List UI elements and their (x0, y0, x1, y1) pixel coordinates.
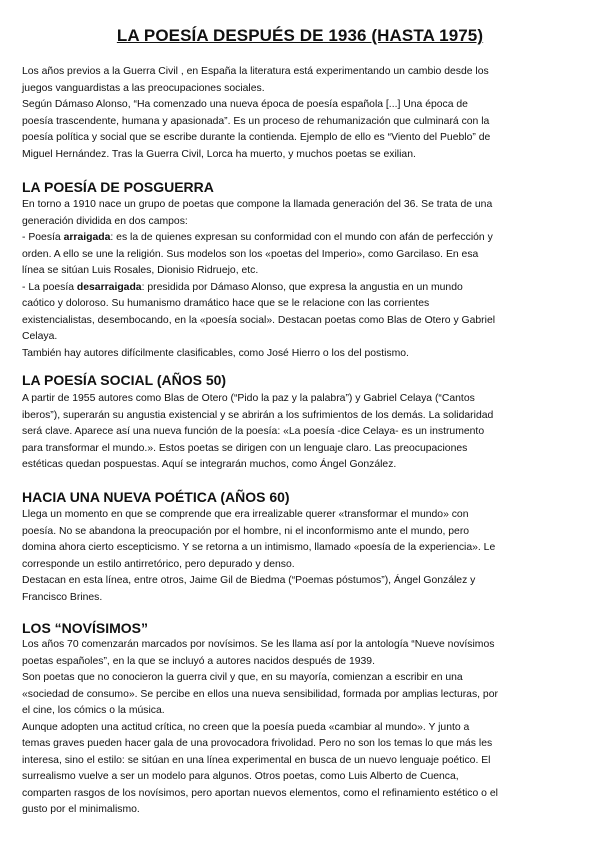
text-run: - Poesía (22, 232, 64, 243)
text-line: temas graves pueden hacer gala de una provocadora frivolidad. Pero no son los temas lo que más les (22, 738, 493, 749)
document-title: LA POESÍA DESPUÉS DE 1936 (HASTA 1975) (116, 26, 484, 45)
text-line: surrealismo vuelve a ser un modelo para algunos. Otros poetas, como Luis Alberto de Cuenca, (22, 771, 459, 782)
bold-term: desarraigada (76, 281, 142, 293)
text-line: Destacan en esta línea, entre otros, Jaime Gil de Biedma (“Poemas póstumos”), Ángel González y (22, 575, 476, 586)
paragraph-novisimos (22, 637, 582, 819)
text-line: gusto por el minimalismo. (22, 804, 140, 815)
text-line: «sociedad de consumo». Se percibe en ellos una nueva sensibilidad, formada por amplias lecturas, por (22, 688, 498, 700)
text-line: Celaya. (22, 331, 58, 342)
text-line (22, 280, 582, 297)
heading-poesia-social: LA POESÍA SOCIAL (AÑOS 50) (22, 372, 227, 388)
text-line: poesía. No se abandona la preocupación por el hombre, ni el inconformismo ante el mundo, pero (22, 525, 470, 537)
heading-posguerra: LA POESÍA DE POSGUERRA (22, 179, 214, 195)
text-run: - La poesía (22, 281, 77, 293)
text-line: será clave. Aparece así una nueva función de la poesía: «La poesía -dice Celaya- es un instrumento (22, 426, 485, 437)
text-line: caótico y doloroso. Su humanismo dramático hace que se le relacione con las corrientes (22, 298, 430, 309)
text-line: existencialistas, desembocando, en la «poesía social». Destacan poetas como Blas de Otero y Gabriel (22, 314, 496, 326)
heading-nueva-poetica: HACIA UNA NUEVA POÉTICA (AÑOS 60) (22, 489, 290, 505)
text-line: poetas españoles”, en la que se incluyó a autores nacidos después de 1939. (22, 655, 375, 667)
text-line: Llega un momento en que se comprende que era irrealizable querer «transformar el mundo» con (22, 509, 469, 520)
paragraph-nueva-poetica (22, 507, 582, 606)
text-line: Los años 70 comenzarán marcados por novísimos. Se les llama así por la antología “Nueve novísimos (22, 639, 495, 650)
text-line: Los años previos a la Guerra Civil , en España la literatura está experimentando un cambio desde los (22, 66, 489, 77)
text-line: iberos”), superarán su angustia existencial y se abrirán a los sufrimientos de los demás. La solidaridad (22, 409, 494, 421)
text-line: corresponde un estilo antirretórico, pero depurado y denso. (22, 558, 295, 570)
paragraph-poesia-social (22, 391, 582, 474)
text-line: domina ahora cierto escepticismo. Y se retorna a un intimismo, llamado «poesía de la experiencia». Le (22, 542, 496, 553)
text-line: Según Dámaso Alonso, “Ha comenzado una nueva época de poesía española [...] Una época de (22, 99, 468, 110)
text-line: Miguel Hernández. Tras la Guerra Civil, Lorca ha muerto, y muchos poetas se exilian. (22, 148, 416, 160)
text-line (22, 230, 582, 247)
intro-paragraph (22, 64, 582, 163)
text-line: estéticas quedan pospuestas. Aquí se integrarán muchos, como Ángel González. (22, 459, 397, 470)
text-line: Francisco Brines. (22, 591, 103, 603)
text-line: poesía política y social que se escribe durante la contienda. Ejemplo de ello es “Viento del Pueblo” de (22, 132, 491, 143)
text-line: Son poetas que no conocieron la guerra civil y que, en su mayoría, comienzan a escribir en una (22, 672, 463, 683)
text-line: A partir de 1955 autores como Blas de Otero (“Pido la paz y la palabra”) y Gabriel Celaya (“Cantos (22, 393, 475, 404)
bold-term: arraigada (63, 232, 111, 243)
text-line: Aunque adopten una actitud crítica, no creen que la poesía pueda «cambiar al mundo». Y junto a (22, 721, 470, 733)
text-line: juegos vanguardistas a las preocupaciones sociales. (22, 82, 265, 94)
text-line: línea se sitúan Luis Rosales, Dionisio Ridruejo, etc. (22, 265, 259, 276)
heading-novisimos: LOS “NOVÍSIMOS” (22, 620, 149, 636)
text-line: También hay autores difícilmente clasificables, como José Hierro o los del postismo. (22, 347, 409, 359)
text-line: generación dividida en dos campos: (22, 215, 188, 227)
text-line: el cine, los cómics o la música. (22, 705, 165, 716)
text-run: : presidida por Dámaso Alonso, que expresa la angustia en un mundo (141, 281, 463, 293)
text-line: interesa, sino el estilo: se sitúan en una línea experimental en busca de un nuevo lenguaje poético. El (22, 754, 491, 766)
text-run: : es la de quienes expresan su conformidad con el mundo con afán de perfección y (110, 232, 493, 243)
text-line: poesía trascendente, humana y apasionada”. Es un proceso de rehumanización que culminará con la (22, 115, 490, 127)
text-line: para transformar el mundo.». Estos poetas se dirigen con un lenguaje claro. Las preocupaciones (22, 442, 468, 454)
text-line: orden. A ello se une la religión. Sus modelos son los «poetas del Imperio», como Garcilaso. En esa (22, 248, 479, 260)
text-line: comparten rasgos de los novísimos, pero aportan nuevos elementos, como el refinamiento estético o el (22, 787, 498, 799)
text-line: En torno a 1910 nace un grupo de poetas que compone la llamada generación del 36. Se trata de una (22, 199, 493, 210)
paragraph-posguerra (22, 197, 582, 362)
